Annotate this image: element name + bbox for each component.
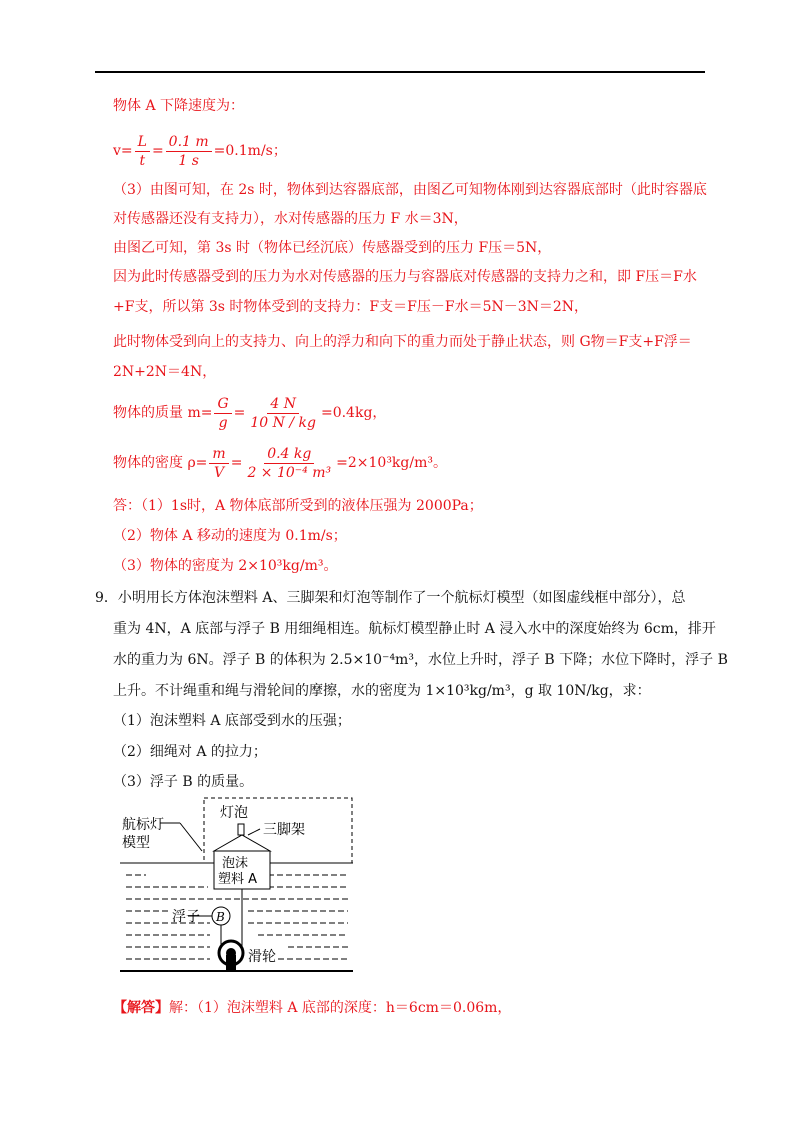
label-tripod: 三脚架 xyxy=(263,822,305,838)
v-result: =0.1m/s； xyxy=(213,143,287,159)
label-leader-model-2 xyxy=(180,823,202,851)
frac-den: t xyxy=(139,152,146,169)
question-9-sub-2: （2）细绳对 A 的拉力； xyxy=(113,744,267,760)
fraction-values xyxy=(166,133,212,170)
fraction-g-g xyxy=(214,395,231,432)
part3-line-a: （3）由图可知，在 2s 时，物体到达容器底部，由图乙可知物体刚到达容器底部时（此时容器底 xyxy=(113,182,707,198)
label-foam-2: 塑料 A xyxy=(218,872,258,887)
frac-den: V xyxy=(214,464,225,481)
part3-line-f: 此时物体受到向上的支持力、向上的浮力和向下的重力而处于静止状态，则 G物＝F支+F浮＝ xyxy=(113,334,692,350)
frac-num: G xyxy=(214,395,231,414)
part3-line-c: 由图乙可知，第 3s 时（物体已经沉底）传感器受到的压力 F压＝5N， xyxy=(113,240,552,256)
question-9-line-c: 水的重力为 6N。浮子 B 的体积为 2.5×10⁻⁴m³，水位上升时，浮子 B 下降；水位下降时，浮子 B xyxy=(113,652,728,668)
fraction-m-v xyxy=(209,445,228,482)
answer-2: （2）物体 A 移动的速度为 0.1m/s； xyxy=(113,528,347,544)
label-model-2: 模型 xyxy=(122,835,150,851)
pulley-icon xyxy=(219,941,243,971)
solution-text: 解：（1）泡沫塑料 A 底部的深度：h＝6cm＝0.06m， xyxy=(169,1000,512,1016)
frac-den: 2 × 10⁻⁴ m³ xyxy=(247,464,332,481)
solution-tag: 【解答】 xyxy=(113,1000,169,1016)
answer-1: 答：（1）1s时，A 物体底部所受到的液体压强为 2000Pa； xyxy=(113,498,483,514)
question-9-line-b: 重为 4N，A 底部与浮子 B 用细绳相连。航标灯模型静止时 A 浸入水中的深度始终为 6cm，排开 xyxy=(113,621,716,637)
fraction-density-values xyxy=(244,445,334,482)
question-9-sub-3: （3）浮子 B 的质量。 xyxy=(113,774,254,790)
frac-den: g xyxy=(218,414,228,431)
navigation-light-diagram xyxy=(118,795,358,980)
v-eq: v= xyxy=(113,143,133,159)
equals: = xyxy=(151,143,164,159)
label-model-1: 航标灯 xyxy=(122,817,164,833)
answer-3: （3）物体的密度为 2×10³kg/m³。 xyxy=(113,558,338,574)
part3-line-g: 2N+2N＝4N， xyxy=(113,364,217,380)
mass-prefix: 物体的质量 m= xyxy=(113,405,213,421)
speed-formula xyxy=(113,132,287,170)
part3-line-b: 对传感器还没有支持力），水对传感器的压力 F 水＝3N， xyxy=(113,211,468,227)
label-leader-tripod xyxy=(248,829,260,835)
frac-den: 1 s xyxy=(178,152,199,169)
frac-num: 0.4 kg xyxy=(264,445,314,464)
frac-num: 4 N xyxy=(267,395,299,414)
fraction-mass-values xyxy=(247,395,319,432)
solution-line xyxy=(113,998,511,1018)
part3-line-e: +F支，所以第 3s 时物体受到的支持力：F支＝F压－F水＝5N－3N＝2N， xyxy=(113,299,589,315)
frac-den: 10 N / kg xyxy=(250,414,316,431)
part3-line-d: 因为此时传感器受到的压力为水对传感器的压力与容器底对传感器的支持力之和，即 F压＝F水 xyxy=(113,269,697,285)
header-rule xyxy=(95,71,705,73)
label-float: 浮子 xyxy=(172,909,200,925)
density-result: =2×10³kg/m³。 xyxy=(336,455,447,471)
question-9-line-d: 上升。不计绳重和绳与滑轮间的摩擦，水的密度为 1×10³kg/m³，g 取 10N/kg，求： xyxy=(113,683,651,699)
frac-num: m xyxy=(209,445,228,464)
mass-formula: 物体的质量 m= $\frac{G}{g}$ = $\frac{4 N}{10 N / kg}$ =0.4kg， xyxy=(113,395,387,431)
label-foam-1: 泡沫 xyxy=(222,856,249,871)
mass-result: =0.4kg， xyxy=(320,405,387,421)
speed-intro: 物体 A 下降速度为： xyxy=(113,98,245,114)
question-9-sub-1: （1）泡沫塑料 A 底部受到水的压强； xyxy=(113,713,351,729)
question-9-line-a: 9．小明用长方体泡沫塑料 A、三脚架和灯泡等制作了一个航标灯模型（如图虚线框中部分），总 xyxy=(95,590,686,606)
fraction-l-t xyxy=(135,133,150,170)
density-prefix: 物体的密度 ρ= xyxy=(113,455,208,471)
label-bulb: 灯泡 xyxy=(220,805,248,821)
frac-num: 0.1 m xyxy=(166,133,212,152)
density-formula: 物体的密度 ρ= $\frac{m}{V}$ = $\frac{0.4 kg}{\text{2 × 10⁻⁴ m³}}$ =2×10³kg/m³。 xyxy=(113,445,447,481)
frac-num: L xyxy=(135,133,150,152)
label-float-letter: B xyxy=(216,910,225,924)
label-pulley: 滑轮 xyxy=(248,949,276,965)
bulb-icon xyxy=(238,824,244,835)
